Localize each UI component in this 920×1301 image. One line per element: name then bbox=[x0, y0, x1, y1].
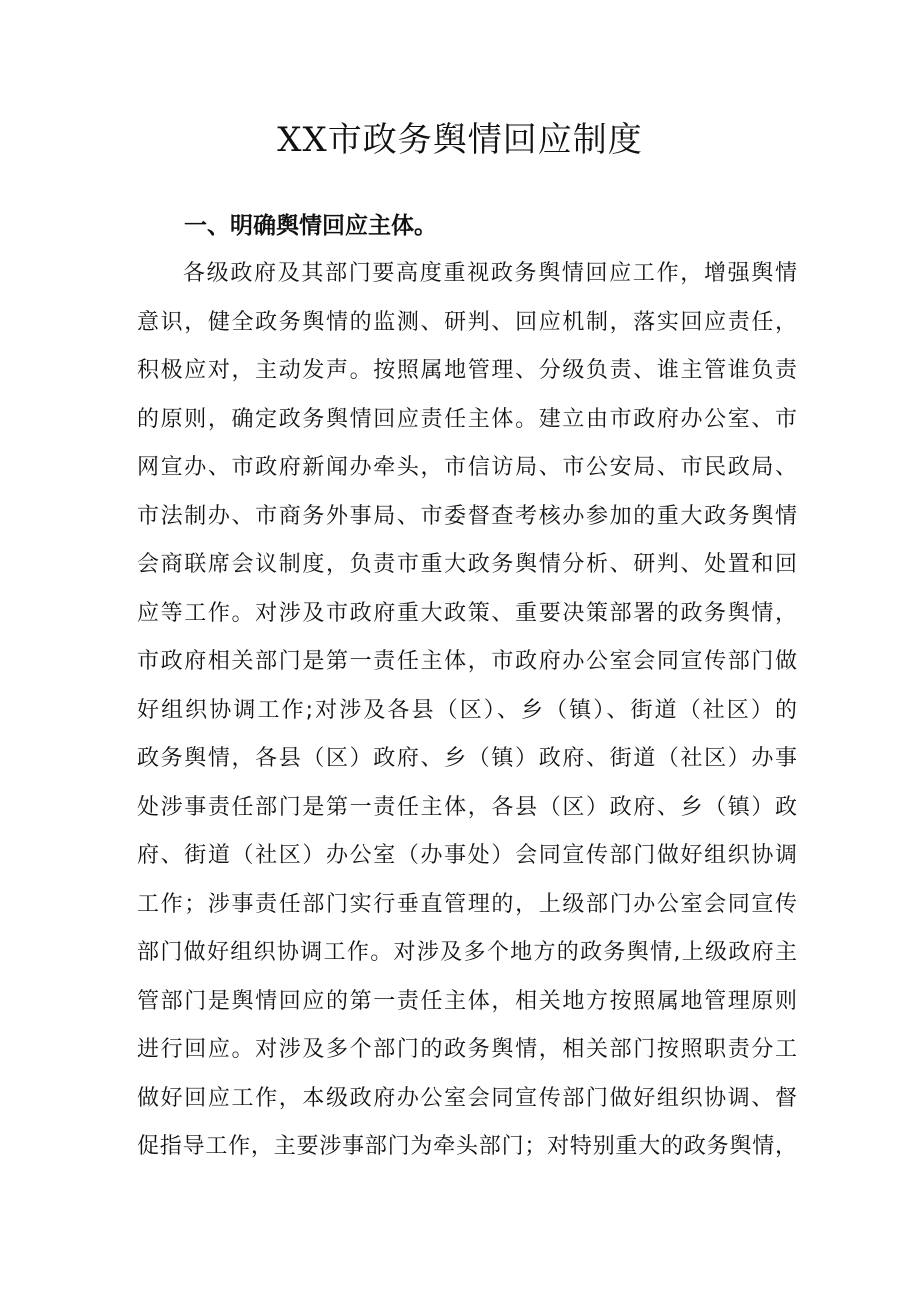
body-text-line: 的原则，确定政务舆情回应责任主体。建立由市政府办公室、市 bbox=[137, 406, 797, 432]
body-text-line: 网宣办、市政府新闻办牵头，市信访局、市公安局、市民政局、 bbox=[137, 455, 797, 480]
body-text-line: 市政府相关部门是第一责任主体，市政府办公室会同宣传部门做 bbox=[137, 649, 797, 674]
body-text-line: 府、街道（社区）办公室（办事处）会同宣传部门做好组织协调 bbox=[137, 843, 797, 868]
body-text-line: 处涉事责任部门是第一责任主体，各县（区）政府、乡（镇）政 bbox=[137, 794, 797, 820]
body-text-line: 管部门是舆情回应的第一责任主体，相关地方按照属地管理原则 bbox=[137, 988, 797, 1014]
body-text-line: 政务舆情，各县（区）政府、乡（镇）政府、街道（社区）办事 bbox=[137, 746, 797, 771]
body-text-line: 部门做好组织协调工作。对涉及多个地方的政务舆情,上级政府主 bbox=[137, 940, 797, 965]
body-text-line: 工作；涉事责任部门实行垂直管理的，上级部门办公室会同宣传 bbox=[137, 891, 797, 917]
body-text-line: 好组织协调工作;对涉及各县（区）、乡（镇）、街道（社区）的 bbox=[137, 697, 797, 723]
body-text-line: 会商联席会议制度，负责市重大政务舆情分析、研判、处置和回 bbox=[137, 552, 797, 577]
body-text-line: 促指导工作，主要涉事部门为牵头部门；对特别重大的政务舆情， bbox=[137, 1134, 797, 1159]
body-text-line: 进行回应。对涉及多个部门的政务舆情，相关部门按照职责分工 bbox=[137, 1037, 797, 1062]
body-text-line: 各级政府及其部门要高度重视政务舆情回应工作，增强舆情 bbox=[183, 261, 797, 286]
body-text-line: 积极应对，主动发声。按照属地管理、分级负责、谁主管谁负责 bbox=[137, 358, 797, 383]
body-text-line: 意识，健全政务舆情的监测、研判、回应机制，落实回应责任， bbox=[137, 309, 797, 335]
body-text-line: 应等工作。对涉及市政府重大政策、重要决策部署的政务舆情， bbox=[137, 600, 797, 626]
body-text-line: 做好回应工作，本级政府办公室会同宣传部门做好组织协调、督 bbox=[137, 1085, 797, 1111]
body-text-line: 市法制办、市商务外事局、市委督查考核办参加的重大政务舆情 bbox=[137, 503, 797, 529]
section-heading: 一、明确舆情回应主体。 bbox=[184, 213, 437, 239]
document-title: XX市政务舆情回应制度 bbox=[277, 120, 643, 160]
